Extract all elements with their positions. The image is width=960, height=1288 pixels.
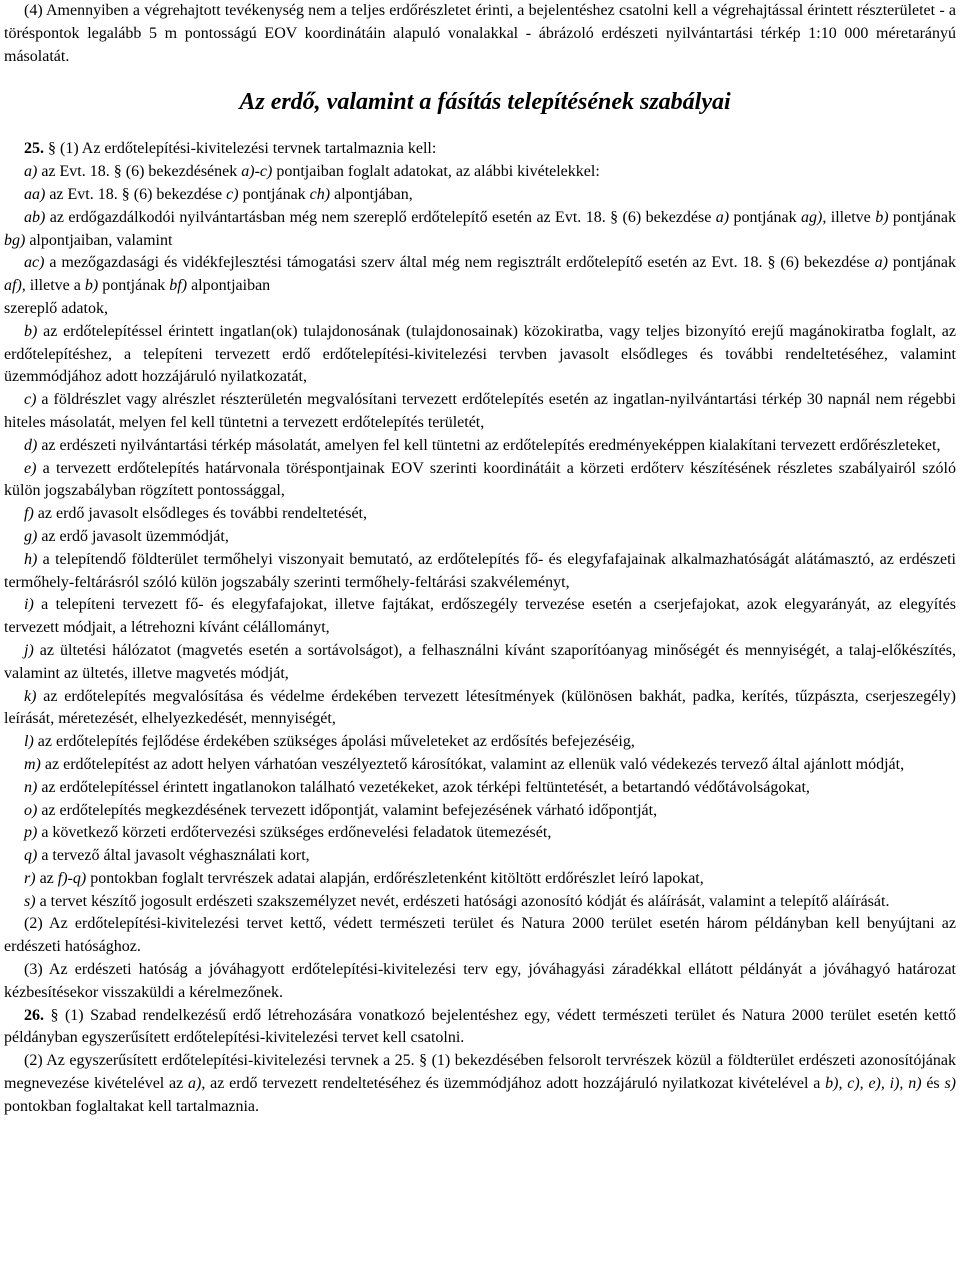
item-ref: ag),	[801, 208, 827, 226]
item-ref: b)	[84, 277, 99, 295]
s25-list-item	[4, 731, 956, 754]
item-label: e)	[24, 459, 37, 477]
item-text: alpontjában,	[330, 185, 413, 203]
item-text: pontjának	[98, 277, 170, 295]
item-text: az Evt. 18. § (6) bekezdésének	[37, 163, 242, 181]
item-label: s)	[24, 892, 36, 910]
s25-item-ab	[4, 207, 956, 253]
item-text: alpontjaiban, valamint	[25, 231, 173, 249]
s25-paragraph-3: (3) Az erdészeti hatóság a jóváhagyott erdőtelepítési-kivitelezési terv egy, jóváhagyási záradékkal ellátott példányát a jóváhagyó határozat kézbesítésekor visszaküldi a kérelmezőnek.	[4, 961, 956, 1001]
item-label: j)	[24, 641, 34, 659]
item-text: az erdőtelepítés megkezdésének tervezett időpontját, valamint befejezésének várható időpontját,	[37, 801, 658, 819]
s25-list-item	[4, 686, 956, 732]
s25-item-ac-continuation: szereplő adatok,	[4, 299, 108, 317]
item-label: o)	[24, 801, 38, 819]
item-label: m)	[24, 755, 41, 773]
item-text: a mezőgazdasági és vidékfejlesztési támogatási szerv által még nem regisztrált erdőtelepítő esetén az Evt. 18. § (6) bekezdése	[44, 254, 875, 272]
s25-paragraph-2: (2) Az erdőtelepítési-kivitelezési tervet kettő, védett természeti terület és Natura 2000 terület esetén három példányban kell benyújtani az erdészeti hatósághoz.	[4, 915, 956, 956]
item-label: l)	[24, 733, 34, 751]
s25-item-list	[4, 321, 956, 914]
item-text: a telepíteni tervezett fő- és elegyfafajokat, illetve fajtákat, erdőszegély tervezése esetén a cserjefajokat, azok elegyarányát, az elegyítés tervezett módjait, a létrehozni kívánt célállományt,	[4, 596, 956, 637]
item-ref: b)	[875, 208, 889, 226]
s25-list-item	[4, 458, 956, 504]
item-label: g)	[24, 527, 38, 545]
item-text: az erdészeti nyilvántartási térkép másolatát, amelyen fel kell tüntetni az erdőtelepítés eredményeképpen kialakítani tervezett erdőrészleteket,	[37, 436, 941, 454]
item-label: a)	[24, 163, 38, 181]
item-ref: a)-c)	[241, 163, 273, 181]
s25-item-aa	[4, 184, 956, 207]
s25-list-item	[4, 503, 956, 526]
item-ref: c)	[226, 185, 239, 203]
item-label: q)	[24, 847, 38, 865]
item-label: k)	[24, 687, 37, 705]
item-text: illetve a	[25, 277, 85, 295]
item-label: ab)	[24, 208, 46, 226]
item-text: a földrészlet vagy alrészlet részterületén megvalósítani tervezett erdőtelepítés esetén az ingatlan-nyilvántartási térkép 30 napnál nem régebbi hiteles másolatát, melyen fel kell tüntetni a tervezett erdőtelepítés területét,	[4, 391, 956, 431]
item-text: a tervet készítő jogosult erdészeti szakszemélyzet nevét, erdészeti hatósági azonosító kódját és aláírását, valamint a telepítő aláírását.	[35, 892, 890, 910]
s26-paragraph-1	[4, 1005, 956, 1051]
item-label: c)	[24, 391, 37, 409]
item-text: az Evt. 18. § (6) bekezdése	[45, 185, 227, 203]
paragraph-text: , az erdő tervezett rendeltetéséhez és üzemmódjához adott hozzájáruló nyilatkozat kivételével a	[201, 1075, 826, 1093]
item-text: az erdőtelepítéssel érintett ingatlanokon található vezetékeket, azok térképi feltüntetését, a betartandó védőtávolságokat,	[37, 778, 810, 796]
item-text: alpontjaiban	[187, 277, 271, 295]
item-label: i)	[24, 596, 34, 614]
item-label: h)	[24, 550, 38, 568]
item-label: n)	[24, 778, 38, 796]
paragraph-text: pontokban foglaltakat kell tartalmaznia.	[4, 1097, 260, 1115]
s25-list-item	[4, 594, 956, 640]
item-ref: b), c), e), i), n)	[825, 1075, 922, 1093]
s25-p1-lead: § (1) Az erdőtelepítési-kivitelezési tervnek tartalmaznia kell:	[48, 140, 437, 158]
s25-list-item	[4, 321, 956, 389]
paragraph-text: és	[921, 1075, 945, 1093]
item-ref: bg)	[4, 231, 26, 249]
item-ref: ch)	[309, 185, 331, 203]
item-ref: a)	[188, 1075, 202, 1093]
s25-list-item	[4, 526, 956, 549]
s25-list-item	[4, 822, 956, 845]
s25-list-item	[4, 800, 956, 823]
item-text: pontjának	[238, 185, 310, 203]
item-text: az erdő javasolt elsődleges és további rendeltetését,	[33, 505, 367, 523]
item-label: aa)	[24, 185, 46, 203]
item-text: az erdőgazdálkodói nyilvántartásban még nem szereplő erdőtelepítő esetén az Evt. 18. § (6) bekezdése	[45, 208, 716, 226]
item-text: az erdőtelepítéssel érintett ingatlan(ok) tulajdonosának (tulajdonosainak) közokiratba, vagy teljes bizonyító erejű magánokiratba foglalt, az erdőtelepítéshez, a telepíteni tervezett erdő erdőtelepítési-kivitelezési tervben javasolt elsődleges és további rendeltetéséhez, valamint üzemmódjához adott hozzájáruló nyilatkozatát,	[4, 322, 956, 386]
s25-list-item	[4, 549, 956, 595]
item-label: ac)	[24, 254, 45, 272]
item-label: d)	[24, 436, 38, 454]
item-text: az erdőtelepítés fejlődése érdekében szükséges ápolási műveleteket az erdősítés befejezéséig,	[33, 733, 635, 751]
item-text: pontjának	[729, 208, 802, 226]
item-label: r)	[24, 869, 36, 887]
item-text: pontokban foglalt tervrészek adatai alapján, erdőrészletenként kitöltött erdőrészlet leíró lapokat,	[86, 869, 704, 887]
item-ref: bf)	[169, 277, 188, 295]
s26-number: 26.	[24, 1006, 44, 1024]
item-label: b)	[24, 322, 38, 340]
paragraph-text: (2) Az egyszerűsített erdőtelepítési-kivitelezési tervnek a 25. § (1) bekezdésében felsorolt tervrészek közül a földterület erdészeti azonosítójának megnevezése kivételével az	[4, 1052, 956, 1093]
item-ref: s)	[944, 1075, 957, 1093]
s25-list-item	[4, 891, 956, 914]
s25-list-item	[4, 845, 956, 868]
item-text: az erdőtelepítés megvalósítása és védelme érdekében tervezett létesítmények (különösen bakhát, padka, kerítés, tűzpászta, cserjeszegély) leírását, méretezését, elhelyezkedését, mennyiségét,	[4, 687, 956, 728]
s25-list-item	[4, 777, 956, 800]
intro-paragraph: (4) Amennyiben a végrehajtott tevékenység nem a teljes erdőrészletet érinti, a bejelentéshez csatolni kell a végrehajtással érintett részterületet - a töréspontok legalább 5 m pontosságú EOV koordinátáin alapuló vonalakkal - ábrázoló erdészeti nyilvántartási térkép 1:10 000 méretarányú másolatát.	[4, 2, 956, 65]
item-label: f)	[24, 505, 34, 523]
item-ref: a)	[874, 254, 888, 272]
item-text: a tervező által javasolt véghasználati kort,	[37, 847, 310, 865]
item-text: a tervezett erdőtelepítés határvonala töréspontjainak EOV szerinti koordinátáit a körzeti erdőterv készítésének részletes szabályairól szóló külön jogszabályban rögzített pontossággal,	[4, 459, 956, 500]
item-text: pontjaiban foglalt adatokat, az alábbi kivételekkel:	[272, 163, 600, 181]
item-text: illetve	[826, 208, 876, 226]
item-text: pontjának	[887, 254, 957, 272]
item-text: pontjának	[888, 208, 957, 226]
s25-item-a	[4, 161, 956, 184]
s25-item-ac	[4, 252, 956, 298]
item-text: az ültetési hálózatot (magvetés esetén a sortávolságot), a felhasználni kívánt szaporítóanyag minőségét és mennyiségét, a talaj-előkészítés, valamint az ültetés, illetve magvetés módját,	[4, 641, 956, 682]
s25-list-item	[4, 435, 956, 458]
item-text: a következő körzeti erdőtervezési szükséges erdőnevelési feladatok ütemezését,	[37, 824, 552, 842]
s25-list-item	[4, 754, 956, 777]
item-text: az erdő javasolt üzemmódját,	[37, 527, 229, 545]
section-heading: Az erdő, valamint a fásítás telepítésének szabályai	[239, 89, 731, 116]
s26-p1-text: § (1) Szabad rendelkezésű erdő létrehozására vonatkozó bejelentéshez egy, védett természeti terület és Natura 2000 terület esetén kettő példányban egyszerűsített erdőtelepítési-kivitelezési tervet kell csatolni.	[4, 1006, 956, 1047]
s25-list-item	[4, 389, 956, 435]
s26-paragraph-2	[4, 1050, 956, 1118]
s25-list-item	[4, 640, 956, 686]
item-ref: af),	[4, 277, 26, 295]
item-label: p)	[24, 824, 38, 842]
item-text: a telepítendő földterület termőhelyi viszonyait bemutató, az erdőtelepítés fő- és elegyfafajainak alkalmazhatóságát alátámasztó, az erdészeti termőhely-feltárásról szóló külön jogszabály szerinti termőhely-feltárási szakvéleményt,	[4, 550, 956, 591]
item-ref: f)-q)	[57, 869, 87, 887]
s25-number: 25.	[24, 140, 44, 158]
item-ref: a)	[715, 208, 730, 226]
item-text: az erdőtelepítést az adott helyen várhatóan veszélyeztető károsítókat, valamint az ellenük való védekezés tervező által ajánlott módját,	[40, 755, 905, 773]
s25-list-item	[4, 868, 956, 891]
s25-paragraph-1	[4, 138, 956, 161]
item-text: az	[35, 869, 58, 887]
